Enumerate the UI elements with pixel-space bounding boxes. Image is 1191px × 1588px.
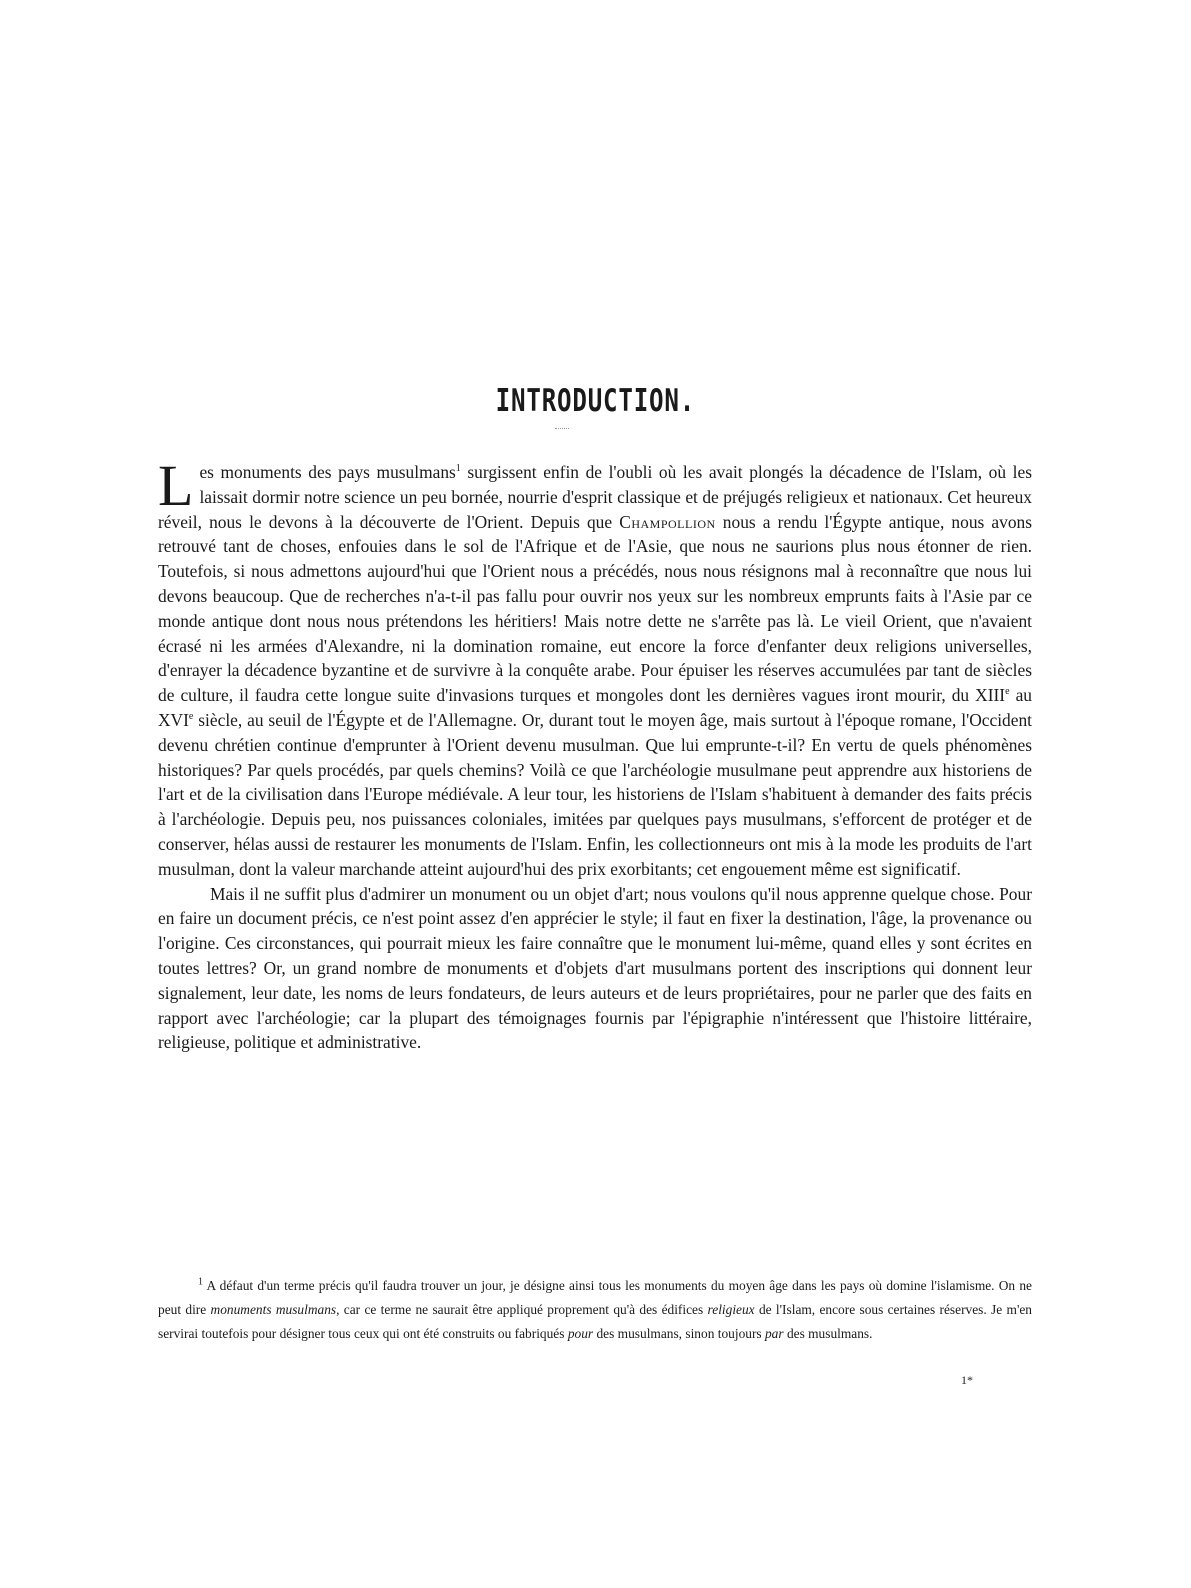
body-text	[158, 453, 1033, 1055]
footnote-1: $^1$ A défaut d'un terme précis qu'il faudra trouver un jour, je désigne ainsi tous les monuments du moyen âge dans les pays où domine l'islamisme. On ne peut dire monuments musulmans, car ce terme ne saurait être appliqué proprement qu'à des édifices religieux de l'Islam, encore sous certaines réserves. Je m'en servirai toutefois pour désigner tous ceux qui ont été construits ou fabriqués pour des musulmans, sinon toujours par des musulmans.	[158, 1276, 1033, 1341]
drop-cap: L	[158, 453, 194, 518]
paragraph-1: Les monuments des pays musulmans$^1$ surgissent enfin de l'oubli où les avait plongés la décadence de l'Islam, où les laissait dormir notre science un peu bornée, nourrie d'esprit classique et de préjugés religieux et nationaux. Cet heureux réveil, nous le devons à la découverte de l'Orient. Depuis que Champollion nous a rendu l'Égypte antique, nous avons retrouvé tant de choses, enfouies dans le sol de l'Afrique et de l'Asie, que nous ne saurions plus nous étonner de rien. Toutefois, si nous admettons aujourd'hui que l'Orient nous a précédés, nous nous résignons mal à reconnaître que nous lui devons beaucoup. Que de recherches n'a-t-il pas fallu pour ouvrir nos yeux sur les nombreux emprunts faits à l'Asie par ce monde antique dont nous nous prétendons les héritiers! Mais notre dette ne s'arrête pas là. Le vieil Orient, que n'avaient écrasé ni les armées d'Alexandre, ni la domination romaine, eut encore la force d'enfanter deux religions universelles, d'enrayer la décadence byzantine et de survivre à la conquête arabe. Pour épuiser les réserves accumulées par tant de siècles de culture, il faudra cette longue suite d'invasions turques et mongoles dont les dernières vagues iront mourir, du XIIIe au XVIe siècle, au seuil de l'Égypte et de l'Allemagne. Or, durant tout le moyen âge, mais surtout à l'époque romane, l'Occident devenu chrétien continue d'emprunter à l'Orient devenu musulman. Que lui emprunte-t-il? En vertu de quels phénomènes historiques? Par quels procédés, par quels chemins? Voilà ce que l'archéologie musulmane peut apprendre aux historiens de l'art et de la civilisation dans l'Europe médiévale. A leur tour, les historiens de l'Islam s'habituent à demander des faits précis à l'archéologie. Depuis peu, nos puissances coloniales, imitées par quelques pays musulmans, s'efforcent de protéger et de conserver, hélas aussi de restaurer les monuments de l'Islam. Enfin, les collectionneurs ont mis à la mode les produits de l'art musulman, dont la valeur marchande atteint aujourd'hui des prix exorbitants; cet engouement même est significatif.	[158, 453, 1033, 879]
signature-mark: 1*	[961, 1373, 973, 1387]
footnote-ref: 1	[455, 463, 461, 475]
person-name: Champollion	[619, 511, 716, 532]
footnote-marker: 1	[198, 1276, 203, 1288]
paragraph-2: Mais il ne suffit plus d'admirer un monument ou un objet d'art; nous voulons qu'il nous apprenne quelque chose. Pour en faire un document précis, ce n'est point assez d'en apprécier le style; il faut en fixer la destination, l'âge, la provenance ou l'origine. Ces circonstances, qui pourrait mieux les faire connaître que le monument lui-même, quand elles y sont écrites en toutes lettres? Or, un grand nombre de monuments et d'objets d'art musulmans portent des inscriptions qui donnent leur signalement, leur date, les noms de leurs fondateurs, de leurs auteurs et de leurs propriétaires, pour ne parler que des faits en rapport avec l'archéologie; car la plupart des témoignages fournis par l'épigraphie n'intéressent que l'histoire littéraire, religieuse, politique et administrative.	[158, 883, 1032, 1053]
title-ornament	[555, 428, 569, 429]
page-title: INTRODUCTION.	[495, 383, 696, 419]
footnote	[158, 1274, 1032, 1346]
